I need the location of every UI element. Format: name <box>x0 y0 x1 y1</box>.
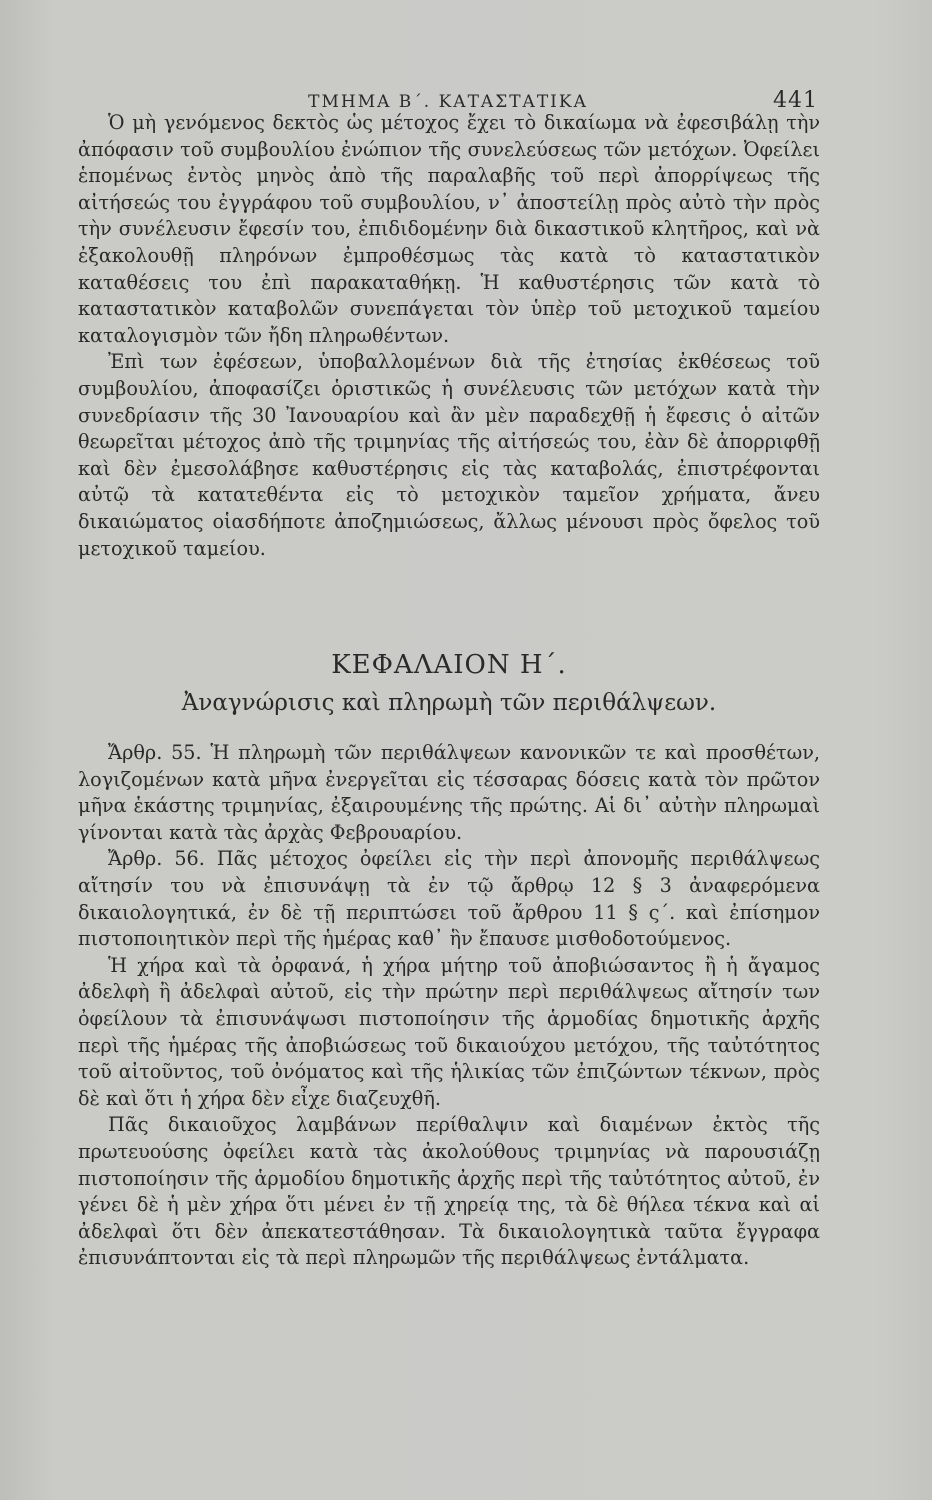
section-2-text <box>78 740 820 1272</box>
chapter-subtitle: Ἀναγνώρισις καὶ πληρωμὴ τῶν περιθάλψεων. <box>181 690 717 716</box>
article-56: Ἄρθρ. 56. Πᾶς μέτοχος ὀφείλει εἰς τὴν περὶ ἀπονομῆς περιθάλψεως αἴτησίν του νὰ ἐπισυνάψῃ τὰ ἐν τῷ ἄρθρῳ 12 § 3 ἀναφερόμενα δικαιολογητικά, ἐν δὲ τῇ περιπτώσει τοῦ ἄρθρου 11 § ς΄. καὶ ἐπίσημον πιστοποιητικὸν περὶ τῆς ἡμέρας καθ᾽ ἣν ἔπαυσε μισθοδοτούμενος. <box>78 847 820 951</box>
article-55: Ἄρθρ. 55. Ἡ πληρωμὴ τῶν περιθάλψεων κανονικῶν τε καὶ προσθέτων, λογιζομένων κατὰ μῆνα ἐνεργεῖται εἰς τέσσαρας δόσεις κατὰ τὸν πρῶτον μῆνα ἑκάστης τριμηνίας, ἐξαιρουμένης τῆς πρώτης. Αἱ δι᾽ αὐτὴν πληρωμαὶ γίνονται κατὰ τὰς ἀρχὰς Φεβρουαρίου. <box>78 741 820 844</box>
paragraph: Ἐπὶ των ἐφέσεων, ὑποβαλλομένων διὰ τῆς ἐτησίας ἐκθέσεως τοῦ συμβουλίου, ἀποφασίζει ὁριστικῶς ἡ συνέλευσις τῶν μετόχων κατὰ τὴν συνεδρίασιν τῆς 30 Ἰανουαρίου καὶ ἂν μὲν παραδεχθῇ ἡ ἔφεσις ὁ αἰτῶν θεωρεῖται μέτοχος ἀπὸ τῆς τριμηνίας τῆς αἰτήσεώς του, ἐὰν δὲ ἀπορριφθῇ καὶ δὲν ἐμεσολάβησε καθυστέρησις εἰς τὰς καταβολάς, ἐπιστρέφονται αὐτῷ τὰ κατατεθέντα εἰς τὸ μετοχικὸν ταμεῖον χρήματα, ἄνευ δικαιώματος οἱασδήποτε ἀποζημιώσεως, ἄλλως μένουσι πρὸς ὄφελος τοῦ μετοχικοῦ ταμείου. <box>78 350 820 560</box>
chapter-title: ΚΕΦΑΛΑΙΟΝ Η΄. <box>331 650 567 680</box>
paragraph: Πᾶς δικαιοῦχος λαμβάνων περίθαλψιν καὶ διαμένων ἐκτὸς τῆς πρωτευούσης ὀφείλει κατὰ τὰς ἀκολούθους τριμηνίας νὰ παρουσιάζῃ πιστοποίησιν τῆς ἁρμοδίου δημοτικῆς ἀρχῆς περὶ τῆς ταὐτότητος αὐτοῦ, ἐν γένει δὲ ἡ μὲν χήρα ὅτι μένει ἐν τῇ χηρείᾳ της, τὰ δὲ θήλεα τέκνα καὶ αἱ ἀδελφαὶ ὅτι δὲν ἀπεκατεστάθησαν. Τὰ δικαιολογητικὰ ταῦτα ἔγγραφα ἐπισυνάπτονται εἰς τὰ περὶ πληρωμῶν τῆς περιθάλψεως ἐντάλματα. <box>78 1113 820 1270</box>
page-number: 441 <box>773 88 818 113</box>
paragraph: Ἡ χήρα καὶ τὰ ὀρφανά, ἡ χήρα μήτηρ τοῦ ἀποβιώσαντος ἢ ἡ ἄγαμος ἀδελφὴ ἢ ἀδελφαὶ αὐτοῦ, εἰς τὴν πρώτην περὶ περιθάλψεως αἴτησίν των ὀφείλουν τὰ ἐπισυνάψωσι πιστοποίησιν τῆς ἁρμοδίας δημοτικῆς ἀρχῆς περὶ τῆς ἡμέρας τῆς ἀποβιώσεως τοῦ δικαιούχου μετόχου, τῆς ταὐτότητος τοῦ αἰτοῦντος, τοῦ ὀνόματος καὶ τῆς ἡλικίας τῶν ἐπιζώντων τέκνων, πρὸς δὲ καὶ ὅτι ἡ χήρα δὲν εἶχε διαζευχθῆ. <box>78 953 820 1110</box>
running-title: ΤΜΗΜΑ Β΄. ΚΑΤΑΣΤΑΤΙΚΑ <box>308 92 588 112</box>
paragraph: Ὁ μὴ γενόμενος δεκτὸς ὡς μέτοχος ἔχει τὸ δικαίωμα νὰ ἐφεσιβάλῃ τὴν ἀπόφασιν τοῦ συμβουλίου ἐνώπιον τῆς συνελεύσεως τῶν μετόχων. Ὀφείλει ἑπομένως ἐντὸς μηνὸς ἀπὸ τῆς παραλαβῆς τοῦ περὶ ἀπορρίψεως τῆς αἰτήσεώς του ἐγγράφου τοῦ συμβουλίου, ν᾽ ἀποστείλῃ πρὸς αὐτὸ τὴν πρὸς τὴν συνέλευσιν ἔφεσίν του, ἐπιδιδομένην διὰ δικαστικοῦ κλητῆρος, καὶ νὰ ἐξακολουθῇ πληρόνων ἐμπροθέσμως τὰς κατὰ τὸ καταστατικὸν καταθέσεις του ἐπὶ παρακαταθήκῃ. Ἡ καθυστέρησις τῶν κατὰ τὸ καταστατικὸν καταβολῶν συνεπάγεται τὸν ὑπὲρ τοῦ μετοχικοῦ ταμείου καταλογισμὸν τῶν ἤδη πληρωθέντων. <box>78 111 820 347</box>
section-1-text <box>78 110 820 562</box>
